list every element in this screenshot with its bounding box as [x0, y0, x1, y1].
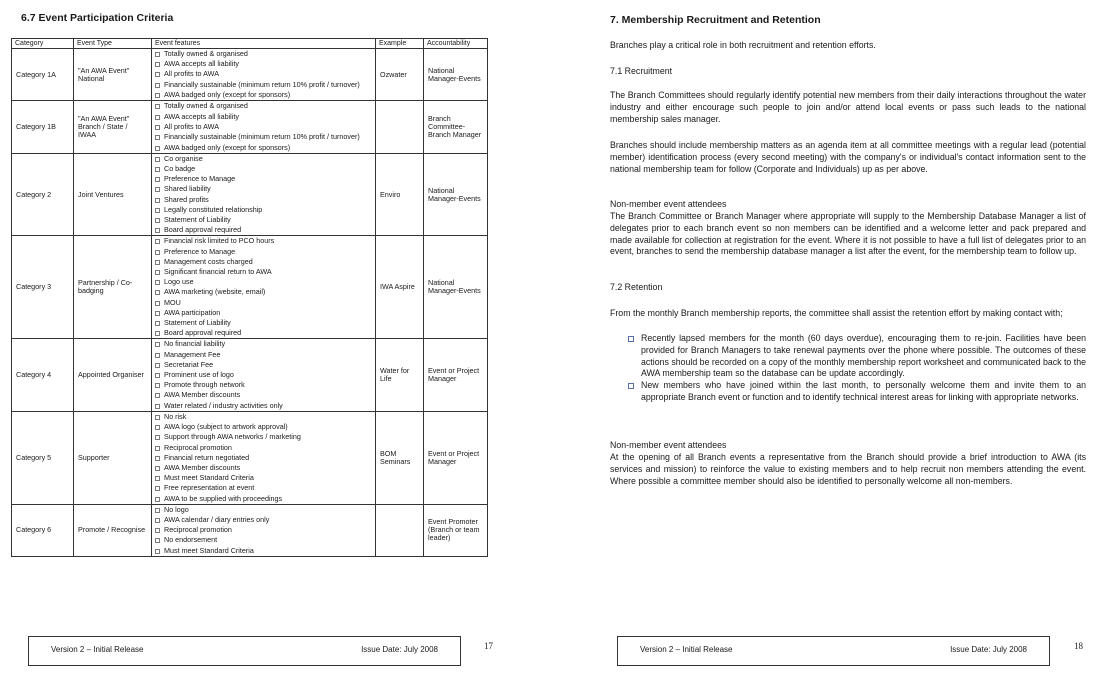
feature-text: AWA accepts all liability	[164, 111, 239, 121]
feature-text: AWA calendar / diary entries only	[164, 514, 270, 524]
checkbox-bullet-icon	[155, 538, 160, 543]
feature-item	[154, 515, 373, 525]
nonmember-heading-1: Non-member event attendees	[610, 199, 727, 209]
feature-text: Support through AWA networks / marketing	[164, 432, 301, 442]
feature-text: AWA Member discounts	[164, 462, 241, 472]
cell-category: Category 4	[12, 339, 74, 411]
table-row	[12, 101, 488, 153]
feature-list	[154, 236, 373, 338]
feature-text: AWA marketing (website, email)	[164, 287, 266, 297]
feature-text: Board approval required	[164, 225, 242, 235]
header-event-features: Event features	[152, 39, 376, 49]
checkbox-bullet-icon	[155, 198, 160, 203]
checkbox-bullet-icon	[155, 497, 160, 502]
checkbox-bullet-icon	[155, 446, 160, 451]
criteria-table	[11, 38, 488, 557]
cell-event-type: Promote / Recognise	[74, 504, 152, 556]
checkbox-bullet-icon	[155, 52, 160, 57]
table-row	[12, 153, 488, 236]
feature-item	[154, 80, 373, 91]
feature-item	[154, 453, 373, 463]
feature-item	[154, 90, 373, 100]
recruitment-paragraph-2: Branches should include membership matters as an agenda item at all committee meetings with a regular lead (potential member) identification process (every second meeting) with the company's or individual's contact information sent to the national membership team for follow (Corporate and Individuals) up as per above.	[610, 140, 1086, 174]
checkbox-bullet-icon	[155, 157, 160, 162]
cell-example: Water for Life	[376, 339, 424, 411]
feature-text: MOU	[164, 297, 181, 307]
checkbox-bullet-icon	[155, 415, 160, 420]
header-event-type: Event Type	[74, 39, 152, 49]
feature-text: Water related / industry activities only	[164, 400, 283, 410]
feature-item	[154, 443, 373, 453]
right-page	[547, 0, 1095, 675]
retention-paragraph: From the monthly Branch membership reports, the committee shall assist the retention effort by making contact with;	[610, 308, 1063, 318]
checkbox-bullet-icon	[155, 177, 160, 182]
checkbox-bullet-icon	[155, 115, 160, 120]
feature-text: Co organise	[164, 153, 203, 163]
checkbox-bullet-icon	[155, 353, 160, 358]
feature-text: Promote through network	[164, 380, 245, 390]
checkbox-bullet-icon	[155, 301, 160, 306]
feature-list	[154, 505, 373, 556]
cell-example	[376, 504, 424, 556]
feature-item	[154, 164, 373, 174]
feature-item	[154, 505, 373, 515]
footer-version: Version 2 – Initial Release	[640, 645, 733, 654]
feature-text: Logo use	[164, 277, 194, 287]
checkbox-bullet-icon	[155, 135, 160, 140]
feature-item	[154, 143, 373, 153]
feature-list	[154, 154, 373, 236]
table-body	[12, 49, 488, 557]
feature-item	[154, 390, 373, 400]
feature-item	[154, 463, 373, 473]
checkbox-bullet-icon	[628, 336, 634, 342]
feature-item	[154, 473, 373, 483]
feature-item	[154, 328, 373, 338]
feature-text: Shared liability	[164, 184, 211, 194]
cell-accountability: Event or Project Manager	[424, 339, 488, 411]
retention-heading: 7.2 Retention	[610, 282, 663, 292]
feature-text: All profits to AWA	[164, 121, 219, 131]
checkbox-bullet-icon	[155, 104, 160, 109]
table-row	[12, 411, 488, 504]
cell-accountability: National Manager-Events	[424, 236, 488, 339]
retention-bullet-list	[610, 333, 1086, 404]
checkbox-bullet-icon	[155, 342, 160, 347]
recruitment-heading: 7.1 Recruitment	[610, 66, 673, 76]
checkbox-bullet-icon	[155, 93, 160, 98]
feature-text: AWA badged only (except for sponsors)	[164, 142, 291, 152]
feature-text: Prominent use of logo	[164, 370, 234, 380]
feature-item	[154, 101, 373, 111]
feature-text: No financial liability	[164, 339, 226, 349]
checkbox-bullet-icon	[155, 456, 160, 461]
cell-event-type: "An AWA Event" National	[74, 49, 152, 101]
feature-item	[154, 535, 373, 545]
checkbox-bullet-icon	[155, 228, 160, 233]
feature-item	[154, 122, 373, 132]
cell-event-type: Joint Ventures	[74, 153, 152, 236]
cell-accountability: Event or Project Manager	[424, 411, 488, 504]
feature-text: Totally owned & organised	[164, 49, 248, 58]
feature-item	[154, 267, 373, 277]
feature-text: Shared profits	[164, 194, 209, 204]
header-example: Example	[376, 39, 424, 49]
checkbox-bullet-icon	[155, 146, 160, 151]
feature-list	[154, 49, 373, 100]
header-category: Category	[12, 39, 74, 49]
cell-event-features	[152, 411, 376, 504]
feature-item	[154, 112, 373, 122]
feature-text: Financially sustainable (minimum return 10% profit / turnover)	[164, 132, 360, 142]
feature-text: AWA Member discounts	[164, 390, 241, 400]
checkbox-bullet-icon	[155, 62, 160, 67]
checkbox-bullet-icon	[155, 373, 160, 378]
feature-text: Management costs charged	[164, 256, 253, 266]
table-row	[12, 236, 488, 339]
feature-text: Preference to Manage	[164, 246, 236, 256]
feature-text: Secretariat Fee	[164, 359, 214, 369]
feature-text: No logo	[164, 504, 189, 514]
feature-text: Financially sustainable (minimum return 10% profit / turnover)	[164, 79, 360, 89]
checkbox-bullet-icon	[155, 363, 160, 368]
page-number: 18	[1074, 641, 1083, 651]
checkbox-bullet-icon	[155, 290, 160, 295]
feature-text: No risk	[164, 411, 187, 421]
table-row	[12, 339, 488, 411]
checkbox-bullet-icon	[155, 435, 160, 440]
checkbox-bullet-icon	[155, 404, 160, 409]
checkbox-bullet-icon	[155, 239, 160, 244]
cell-category: Category 2	[12, 153, 74, 236]
footer-issue-date: Issue Date: July 2008	[950, 645, 1027, 654]
checkbox-bullet-icon	[155, 476, 160, 481]
feature-item	[154, 154, 373, 164]
feature-text: Management Fee	[164, 349, 221, 359]
header-accountability: Accountability	[424, 39, 488, 49]
checkbox-bullet-icon	[155, 260, 160, 265]
feature-list	[154, 339, 373, 410]
feature-text: AWA accepts all liability	[164, 59, 239, 69]
feature-text: Totally owned & organised	[164, 101, 248, 111]
feature-item	[154, 412, 373, 422]
recruitment-paragraph-1: The Branch Committees should regularly identify potential new members from their daily interactions throughout the water industry and either encourage such people to join and/or attend local events or pass such leads to the national membership sales manager.	[610, 90, 1086, 124]
checkbox-bullet-icon	[155, 508, 160, 513]
list-item	[610, 333, 1086, 380]
cell-example	[376, 101, 424, 153]
checkbox-bullet-icon	[155, 72, 160, 77]
cell-accountability: National Manager-Events	[424, 153, 488, 236]
section-title: 6.7 Event Participation Criteria	[21, 12, 174, 24]
checkbox-bullet-icon	[155, 208, 160, 213]
feature-text: All profits to AWA	[164, 69, 219, 79]
feature-item	[154, 308, 373, 318]
checkbox-bullet-icon	[155, 549, 160, 554]
cell-event-type: Partnership / Co-badging	[74, 236, 152, 339]
checkbox-bullet-icon	[155, 321, 160, 326]
checkbox-bullet-icon	[155, 311, 160, 316]
checkbox-bullet-icon	[155, 466, 160, 471]
feature-item	[154, 174, 373, 184]
page-footer	[617, 636, 1050, 666]
feature-text: Must meet Standard Criteria	[164, 473, 254, 483]
nonmember-paragraph-1: The Branch Committee or Branch Manager where appropriate will supply to the Membership Database Manager a list of delegates prior to each branch event so non members can be identified and a welcome letter and pack prepared and made available for collection at registration for the event. Where it is not possible to have a full list of delegates prior to an event, branches to send the membership database manager a list after the event, for the membership team to follow up.	[610, 211, 1086, 257]
feature-text: Financial risk limited to PCO hours	[164, 236, 275, 246]
checkbox-bullet-icon	[155, 250, 160, 255]
footer-issue-date: Issue Date: July 2008	[361, 645, 438, 654]
feature-item	[154, 370, 373, 380]
cell-example: BOM Seminars	[376, 411, 424, 504]
feature-item	[154, 59, 373, 69]
feature-text: AWA badged only (except for sponsors)	[164, 90, 291, 100]
feature-item	[154, 247, 373, 257]
feature-item	[154, 401, 373, 411]
cell-example: Ozwater	[376, 49, 424, 101]
feature-item	[154, 422, 373, 432]
page-title: 7. Membership Recruitment and Retention	[610, 14, 821, 26]
checkbox-bullet-icon	[155, 383, 160, 388]
feature-item	[154, 287, 373, 297]
cell-event-features	[152, 101, 376, 153]
page-number: 17	[484, 641, 493, 651]
feature-text: No endorsement	[164, 535, 218, 545]
feature-text: Co badge	[164, 164, 196, 174]
feature-text: Must meet Standard Criteria	[164, 545, 254, 555]
cell-event-features	[152, 236, 376, 339]
feature-item	[154, 298, 373, 308]
intro-paragraph: Branches play a critical role in both recruitment and retention efforts.	[610, 40, 876, 50]
feature-item	[154, 525, 373, 535]
table-row	[12, 49, 488, 101]
cell-event-features	[152, 49, 376, 101]
feature-text: AWA logo (subject to artwork approval)	[164, 422, 288, 432]
cell-accountability: National Manager-Events	[424, 49, 488, 101]
feature-text: AWA participation	[164, 307, 221, 317]
feature-text: Reciprocal promotion	[164, 525, 232, 535]
cell-event-type: Appointed Organiser	[74, 339, 152, 411]
table-row	[12, 504, 488, 556]
cell-event-features	[152, 339, 376, 411]
feature-item	[154, 257, 373, 267]
feature-text: Financial return negotiated	[164, 452, 250, 462]
bullet-text: Recently lapsed members for the month (60 days overdue), encouraging them to re-join. Facilities have been provided for Branch Managers to take renewal payments over the phone where possible. The outcomes of these actions should be recorded on a copy of the monthly membership report worksheet and communicated back to the AWA membership team so the database can be update accordingly.	[641, 333, 1086, 379]
cell-accountability: Branch Committee-Branch Manager	[424, 101, 488, 153]
checkbox-bullet-icon	[155, 486, 160, 491]
feature-item	[154, 339, 373, 349]
table-header-row	[12, 39, 488, 49]
list-item	[610, 380, 1086, 404]
feature-text: Significant financial return to AWA	[164, 267, 272, 277]
feature-item	[154, 49, 373, 59]
feature-item	[154, 432, 373, 442]
checkbox-bullet-icon	[155, 218, 160, 223]
cell-event-type: Supporter	[74, 411, 152, 504]
feature-text: Board approval required	[164, 328, 242, 338]
feature-text: Reciprocal promotion	[164, 442, 232, 452]
feature-text: Free representation at event	[164, 483, 255, 493]
checkbox-bullet-icon	[628, 383, 634, 389]
feature-item	[154, 225, 373, 235]
feature-list	[154, 412, 373, 504]
feature-text: Statement of Liability	[164, 318, 231, 328]
bullet-text: New members who have joined within the last month, to personally welcome them and invite them to an appropriate Branch event or function and to identify technical interest areas for linking with appropriate networks.	[641, 380, 1086, 402]
feature-text: Statement of Liability	[164, 215, 231, 225]
nonmember-paragraph-2: At the opening of all Branch events a representative from the Branch should provide a brief introduction to AWA (its services and mission) to reinforce the value to existing members and to help recruit non members attending the event. Where possible a committee member should also be identified to personally welcome all non-members.	[610, 452, 1086, 486]
cell-category: Category 1B	[12, 101, 74, 153]
footer-version: Version 2 – Initial Release	[51, 645, 144, 654]
checkbox-bullet-icon	[155, 187, 160, 192]
feature-item	[154, 483, 373, 493]
checkbox-bullet-icon	[155, 125, 160, 130]
feature-item	[154, 277, 373, 287]
checkbox-bullet-icon	[155, 425, 160, 430]
cell-event-type: "An AWA Event" Branch / State / IWAA	[74, 101, 152, 153]
feature-item	[154, 380, 373, 390]
feature-item	[154, 69, 373, 79]
cell-category: Category 6	[12, 504, 74, 556]
feature-item	[154, 132, 373, 143]
feature-item	[154, 360, 373, 370]
feature-item	[154, 318, 373, 328]
nonmember-heading-2: Non-member event attendees	[610, 440, 727, 450]
checkbox-bullet-icon	[155, 331, 160, 336]
feature-item	[154, 184, 373, 194]
cell-category: Category 1A	[12, 49, 74, 101]
feature-text: Legally constituted relationship	[164, 204, 263, 214]
feature-item	[154, 494, 373, 504]
cell-category: Category 3	[12, 236, 74, 339]
page-footer	[28, 636, 461, 666]
feature-item	[154, 215, 373, 225]
checkbox-bullet-icon	[155, 528, 160, 533]
feature-item	[154, 195, 373, 205]
cell-event-features	[152, 504, 376, 556]
checkbox-bullet-icon	[155, 518, 160, 523]
checkbox-bullet-icon	[155, 83, 160, 88]
feature-item	[154, 546, 373, 556]
checkbox-bullet-icon	[155, 280, 160, 285]
cell-example: IWA Aspire	[376, 236, 424, 339]
feature-list	[154, 101, 373, 152]
checkbox-bullet-icon	[155, 167, 160, 172]
cell-event-features	[152, 153, 376, 236]
cell-category: Category 5	[12, 411, 74, 504]
feature-item	[154, 205, 373, 215]
left-page	[0, 0, 547, 675]
checkbox-bullet-icon	[155, 393, 160, 398]
feature-item	[154, 236, 373, 246]
feature-text: AWA to be supplied with proceedings	[164, 493, 283, 503]
checkbox-bullet-icon	[155, 270, 160, 275]
feature-item	[154, 350, 373, 360]
feature-text: Preference to Manage	[164, 174, 236, 184]
cell-example: Enviro	[376, 153, 424, 236]
cell-accountability: Event Promoter (Branch or team leader)	[424, 504, 488, 556]
